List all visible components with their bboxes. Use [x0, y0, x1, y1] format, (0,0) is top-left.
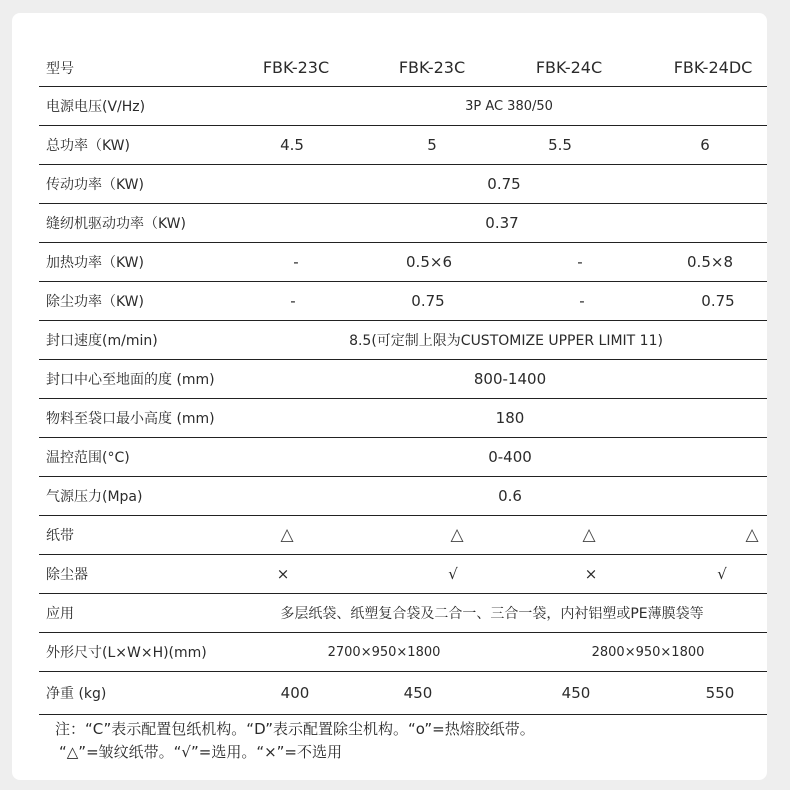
temp-range-row	[39, 438, 767, 477]
temp-range-value: 0-400	[488, 448, 532, 466]
note-line-2: “△”=皱纹纸带。“√”=选用。“×”=不选用	[59, 743, 342, 761]
table-cell: 2800×950×1800	[591, 644, 705, 660]
table-cell: -	[293, 253, 299, 271]
note-line-1: 注：“C”表示配置包纸机构。“D”表示配置除尘机构。“o”=热熔胶纸带。	[55, 720, 535, 738]
row-label: 封口中心至地面的度 (mm)	[46, 372, 215, 388]
model-label: 型号	[46, 60, 74, 77]
table-cell: 450	[561, 684, 591, 702]
seal-height-value: 800-1400	[473, 370, 547, 388]
model-col-3: FBK-24C	[535, 58, 603, 77]
model-col-1: FBK-23C	[262, 58, 330, 77]
sealing-speed-value: 8.5(可定制上限为CUSTOMIZE UPPER LIMIT 11)	[349, 333, 663, 349]
triangle-icon: △	[745, 525, 759, 545]
voltage-value: 3P AC 380/50	[465, 98, 553, 114]
table-cell: 550	[705, 684, 735, 702]
application-value: 多层纸袋、纸塑复合袋及二合一、三合一袋，内衬铝塑或PE薄膜袋等	[280, 606, 704, 622]
row-label: 封口速度(m/min)	[46, 333, 158, 349]
table-cell: 2700×950×1800	[327, 644, 441, 660]
net-weight-row	[39, 672, 767, 715]
table-cell: 4.5	[280, 136, 304, 154]
table-cell: 6	[700, 136, 710, 154]
sewing-power-row	[39, 204, 767, 243]
table-cell: 0.75	[701, 292, 735, 310]
table-cell: -	[577, 253, 583, 271]
row-label: 温控范围(°C)	[46, 450, 130, 466]
min-height-value: 180	[495, 409, 525, 427]
seal-height-row	[39, 360, 767, 399]
drive-power-value: 0.75	[487, 175, 521, 193]
row-label: 传动功率（KW)	[46, 177, 144, 193]
spec-card	[12, 13, 767, 780]
row-label: 除尘器	[46, 567, 88, 583]
heating-power-row	[39, 243, 767, 282]
spec-table	[39, 49, 767, 715]
min-height-row	[39, 399, 767, 438]
row-label: 气源压力(Mpa)	[46, 489, 143, 505]
paper-tape-row	[39, 516, 767, 555]
voltage-row	[39, 87, 767, 126]
cross-icon: ×	[584, 565, 598, 583]
table-cell: 400	[280, 684, 310, 702]
check-icon: √	[717, 565, 727, 583]
table-cell: 0.5×8	[687, 253, 733, 271]
table-cell: 0.75	[411, 292, 445, 310]
header-row	[39, 49, 767, 87]
dust-power-row	[39, 282, 767, 321]
row-label: 总功率（KW)	[46, 138, 130, 154]
row-label: 加热功率（KW)	[46, 255, 144, 271]
dimensions-row	[39, 633, 767, 672]
row-label: 除尘功率（KW)	[46, 294, 144, 310]
check-icon: √	[448, 565, 458, 583]
drive-power-row	[39, 165, 767, 204]
row-label: 物料至袋口最小高度 (mm)	[46, 411, 215, 427]
sealing-speed-row	[39, 321, 767, 360]
triangle-icon: △	[582, 525, 596, 545]
triangle-icon: △	[280, 525, 294, 545]
row-label: 缝纫机驱动功率（KW)	[46, 216, 186, 232]
table-cell: 5	[427, 136, 437, 154]
cross-icon: ×	[276, 565, 290, 583]
table-cell: -	[290, 292, 296, 310]
row-label: 外形尺寸(L×W×H)(mm)	[46, 645, 207, 661]
table-cell: -	[579, 292, 585, 310]
triangle-icon: △	[450, 525, 464, 545]
application-row	[39, 594, 767, 633]
dust-collector-row	[39, 555, 767, 594]
table-cell: 5.5	[548, 136, 572, 154]
air-pressure-row	[39, 477, 767, 516]
table-cell: 450	[403, 684, 433, 702]
model-col-2: FBK-23C	[398, 58, 466, 77]
air-pressure-value: 0.6	[498, 487, 522, 505]
sewing-power-value: 0.37	[485, 214, 519, 232]
table-cell: 0.5×6	[406, 253, 452, 271]
notes	[55, 718, 535, 764]
row-label: 应用	[46, 606, 74, 622]
total-power-row	[39, 126, 767, 165]
model-col-4: FBK-24DC	[673, 58, 753, 77]
row-label: 净重 (kg)	[46, 686, 107, 702]
row-label: 电源电压(V/Hz)	[46, 99, 146, 115]
row-label: 纸带	[46, 528, 74, 544]
